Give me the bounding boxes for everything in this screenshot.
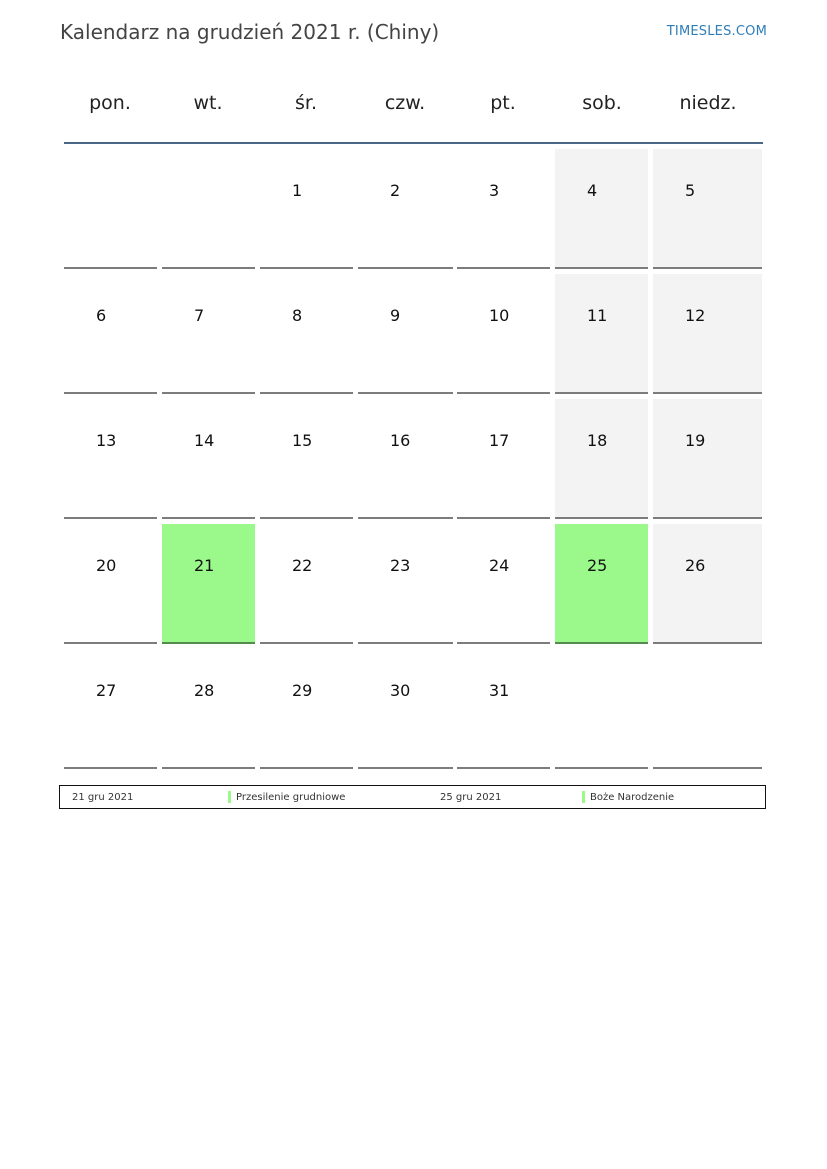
day-number: 30 [390, 681, 411, 700]
legend-date: 25 gru 2021 [440, 792, 502, 803]
day-cell[interactable] [457, 399, 550, 519]
day-number: 23 [390, 556, 411, 575]
day-cell[interactable] [162, 274, 255, 394]
day-number: 26 [685, 556, 706, 575]
day-number: 2 [390, 181, 401, 200]
empty-day-cell [64, 149, 157, 269]
legend-color-swatch [582, 791, 585, 803]
day-number: 18 [587, 431, 608, 450]
weekday-label: niedz. [679, 92, 737, 114]
day-number: 22 [292, 556, 313, 575]
weekday-label: pon. [89, 92, 131, 114]
day-number: 27 [96, 681, 117, 700]
day-number: 1 [292, 181, 303, 200]
day-number: 20 [96, 556, 117, 575]
day-number: 19 [685, 431, 706, 450]
day-number: 31 [489, 681, 510, 700]
legend-date: 21 gru 2021 [72, 792, 134, 803]
empty-day-cell [162, 149, 255, 269]
day-cell[interactable] [162, 399, 255, 519]
holiday-legend [59, 785, 766, 809]
day-cell[interactable] [358, 524, 453, 644]
day-number: 21 [194, 556, 215, 575]
day-number: 25 [587, 556, 608, 575]
day-cell[interactable] [457, 149, 550, 269]
day-number: 7 [194, 306, 205, 325]
day-cell[interactable] [358, 149, 453, 269]
day-number: 13 [96, 431, 117, 450]
day-cell[interactable] [358, 399, 453, 519]
legend-holiday-name: Przesilenie grudniowe [236, 792, 346, 803]
day-cell[interactable] [260, 649, 353, 769]
day-cell[interactable] [555, 149, 648, 269]
day-cell[interactable] [457, 274, 550, 394]
day-number: 11 [587, 306, 608, 325]
day-cell[interactable] [260, 524, 353, 644]
header-divider [64, 142, 763, 144]
day-cell[interactable] [653, 399, 762, 519]
weekday-label: śr. [294, 92, 317, 114]
holiday-day-cell[interactable] [162, 524, 255, 644]
day-cell[interactable] [64, 399, 157, 519]
day-number: 12 [685, 306, 706, 325]
day-cell[interactable] [260, 149, 353, 269]
brand-link[interactable]: TIMESLES.COM [666, 24, 767, 39]
day-number: 4 [587, 181, 598, 200]
page-title: Kalendarz na grudzień 2021 r. (Chiny) [60, 20, 440, 44]
holiday-day-cell[interactable] [555, 524, 648, 644]
day-number: 5 [685, 181, 696, 200]
day-cell[interactable] [162, 649, 255, 769]
day-number: 8 [292, 306, 303, 325]
day-number: 14 [194, 431, 215, 450]
day-number: 29 [292, 681, 313, 700]
day-number: 28 [194, 681, 215, 700]
weekday-label: wt. [193, 92, 223, 114]
day-number: 3 [489, 181, 500, 200]
day-number: 15 [292, 431, 313, 450]
weekday-label: pt. [490, 92, 516, 114]
day-cell[interactable] [64, 524, 157, 644]
day-number: 6 [96, 306, 107, 325]
weekday-label: czw. [384, 92, 426, 114]
day-cell[interactable] [555, 274, 648, 394]
day-cell[interactable] [260, 399, 353, 519]
day-number: 24 [489, 556, 510, 575]
legend-holiday-name: Boże Narodzenie [590, 792, 675, 803]
day-number: 10 [489, 306, 510, 325]
day-number: 9 [390, 306, 401, 325]
day-cell[interactable] [653, 524, 762, 644]
day-number: 16 [390, 431, 411, 450]
day-cell[interactable] [260, 274, 353, 394]
empty-day-cell [555, 649, 648, 769]
day-cell[interactable] [358, 649, 453, 769]
day-cell[interactable] [457, 524, 550, 644]
weekday-label: sob. [582, 92, 622, 114]
day-number: 17 [489, 431, 510, 450]
day-cell[interactable] [358, 274, 453, 394]
day-cell[interactable] [555, 399, 648, 519]
empty-day-cell [653, 649, 762, 769]
weekday-header [62, 92, 765, 118]
day-cell[interactable] [457, 649, 550, 769]
day-cell[interactable] [64, 274, 157, 394]
day-cell[interactable] [653, 274, 762, 394]
day-cell[interactable] [653, 149, 762, 269]
legend-color-swatch [228, 791, 231, 803]
day-cell[interactable] [64, 649, 157, 769]
